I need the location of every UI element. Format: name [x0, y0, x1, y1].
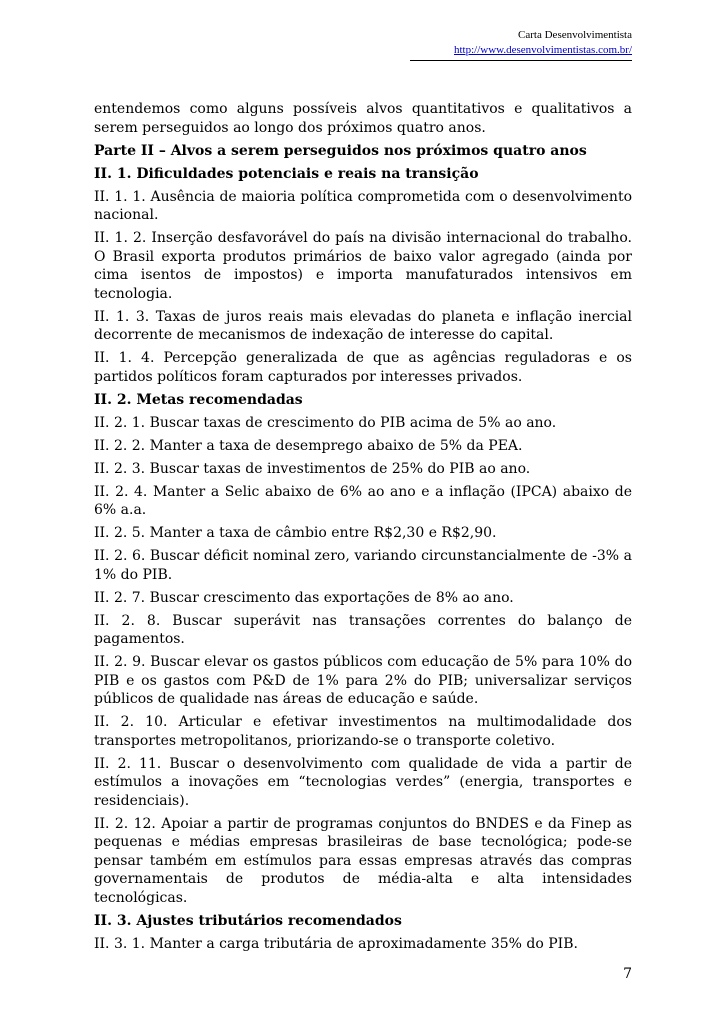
header-url-link[interactable]: http://www.desenvolvimentistas.com.br/ — [453, 44, 632, 56]
page-header — [454, 28, 632, 58]
paragraph: II. 1. 1. Ausência de maioria política comprometida com o desenvolvimento nacional. — [94, 188, 632, 223]
paragraph: II. 2. 11. Buscar o desenvolvimento com qualidade de vida a partir de estímulos a inovações em “tecnologias verdes” (energia, transportes e residenciais). — [94, 755, 632, 809]
paragraph: II. 2. 3. Buscar taxas de investimentos de 25% do PIB ao ano. — [94, 460, 531, 477]
paragraph: II. 1. 4. Percepção generalizada de que as agências reguladoras e os partidos políticos foram capturados por interesses privados. — [94, 350, 632, 385]
paragraph: II. 2. 5. Manter a taxa de câmbio entre R$2,30 e R$2,90. — [94, 525, 497, 541]
paragraph: II. 3. 1. Manter a carga tributária de aproximadamente 35% do PIB. — [94, 935, 578, 952]
paragraph: entendemos como alguns possíveis alvos quantitativos e qualitativos a serem perseguidos ao longo dos próximos quatro anos. — [94, 101, 632, 136]
section-heading: II. 1. Dificuldades potenciais e reais na transição — [94, 165, 479, 182]
header-title: Carta Desenvolvimentista — [518, 29, 632, 41]
paragraph: II. 2. 6. Buscar déficit nominal zero, variando circunstancialmente de -3% a 1% do PIB. — [94, 548, 632, 583]
paragraph: II. 2. 7. Buscar crescimento das exportações de 8% ao ano. — [94, 589, 514, 606]
section-heading: II. 2. Metas recomendadas — [94, 391, 303, 408]
header-divider — [410, 60, 632, 61]
section-heading: II. 3. Ajustes tributários recomendados — [94, 912, 402, 929]
document-body — [94, 100, 632, 958]
paragraph: II. 2. 10. Articular e efetivar investimentos na multimodalidade dos transportes metropolitanos, priorizando-se o transporte coletivo. — [94, 714, 632, 749]
paragraph: II. 2. 12. Apoiar a partir de programas conjuntos do BNDES e da Finep as pequenas e médias empresas brasileiras de base tecnológica; pode-se pensar também em estímulos para essas empresas através das compras governamentais de produtos de média-alta e alta intensidades tecnológicas. — [94, 815, 632, 906]
paragraph: II. 2. 4. Manter a Selic abaixo de 6% ao ano e a inflação (IPCA) abaixo de 6% a.a. — [94, 483, 632, 518]
paragraph: II. 2. 9. Buscar elevar os gastos públicos com educação de 5% para 10% do PIB e os gastos com P&D de 1% para 2% do PIB; universalizar serviços públicos de qualidade nas áreas de educação e saúde. — [94, 654, 632, 707]
paragraph: II. 1. 3. Taxas de juros reais mais elevadas do planeta e inflação inercial decorrente de mecanismos de indexação de interesse do capital. — [94, 308, 632, 343]
paragraph: II. 2. 8. Buscar superávit nas transações correntes do balanço de pagamentos. — [94, 612, 632, 647]
page-number: 7 — [623, 966, 632, 982]
paragraph: II. 2. 1. Buscar taxas de crescimento do PIB acima de 5% ao ano. — [94, 414, 557, 431]
paragraph: II. 2. 2. Manter a taxa de desemprego abaixo de 5% da PEA. — [94, 437, 523, 454]
section-heading: Parte II – Alvos a serem perseguidos nos próximos quatro anos — [94, 142, 587, 159]
paragraph: II. 1. 2. Inserção desfavorável do país na divisão internacional do trabalho. O Brasil exporta produtos primários de baixo valor agregado (ainda por cima isentos de impostos) e importa manufaturados intensivos em tecnologia. — [94, 230, 632, 302]
